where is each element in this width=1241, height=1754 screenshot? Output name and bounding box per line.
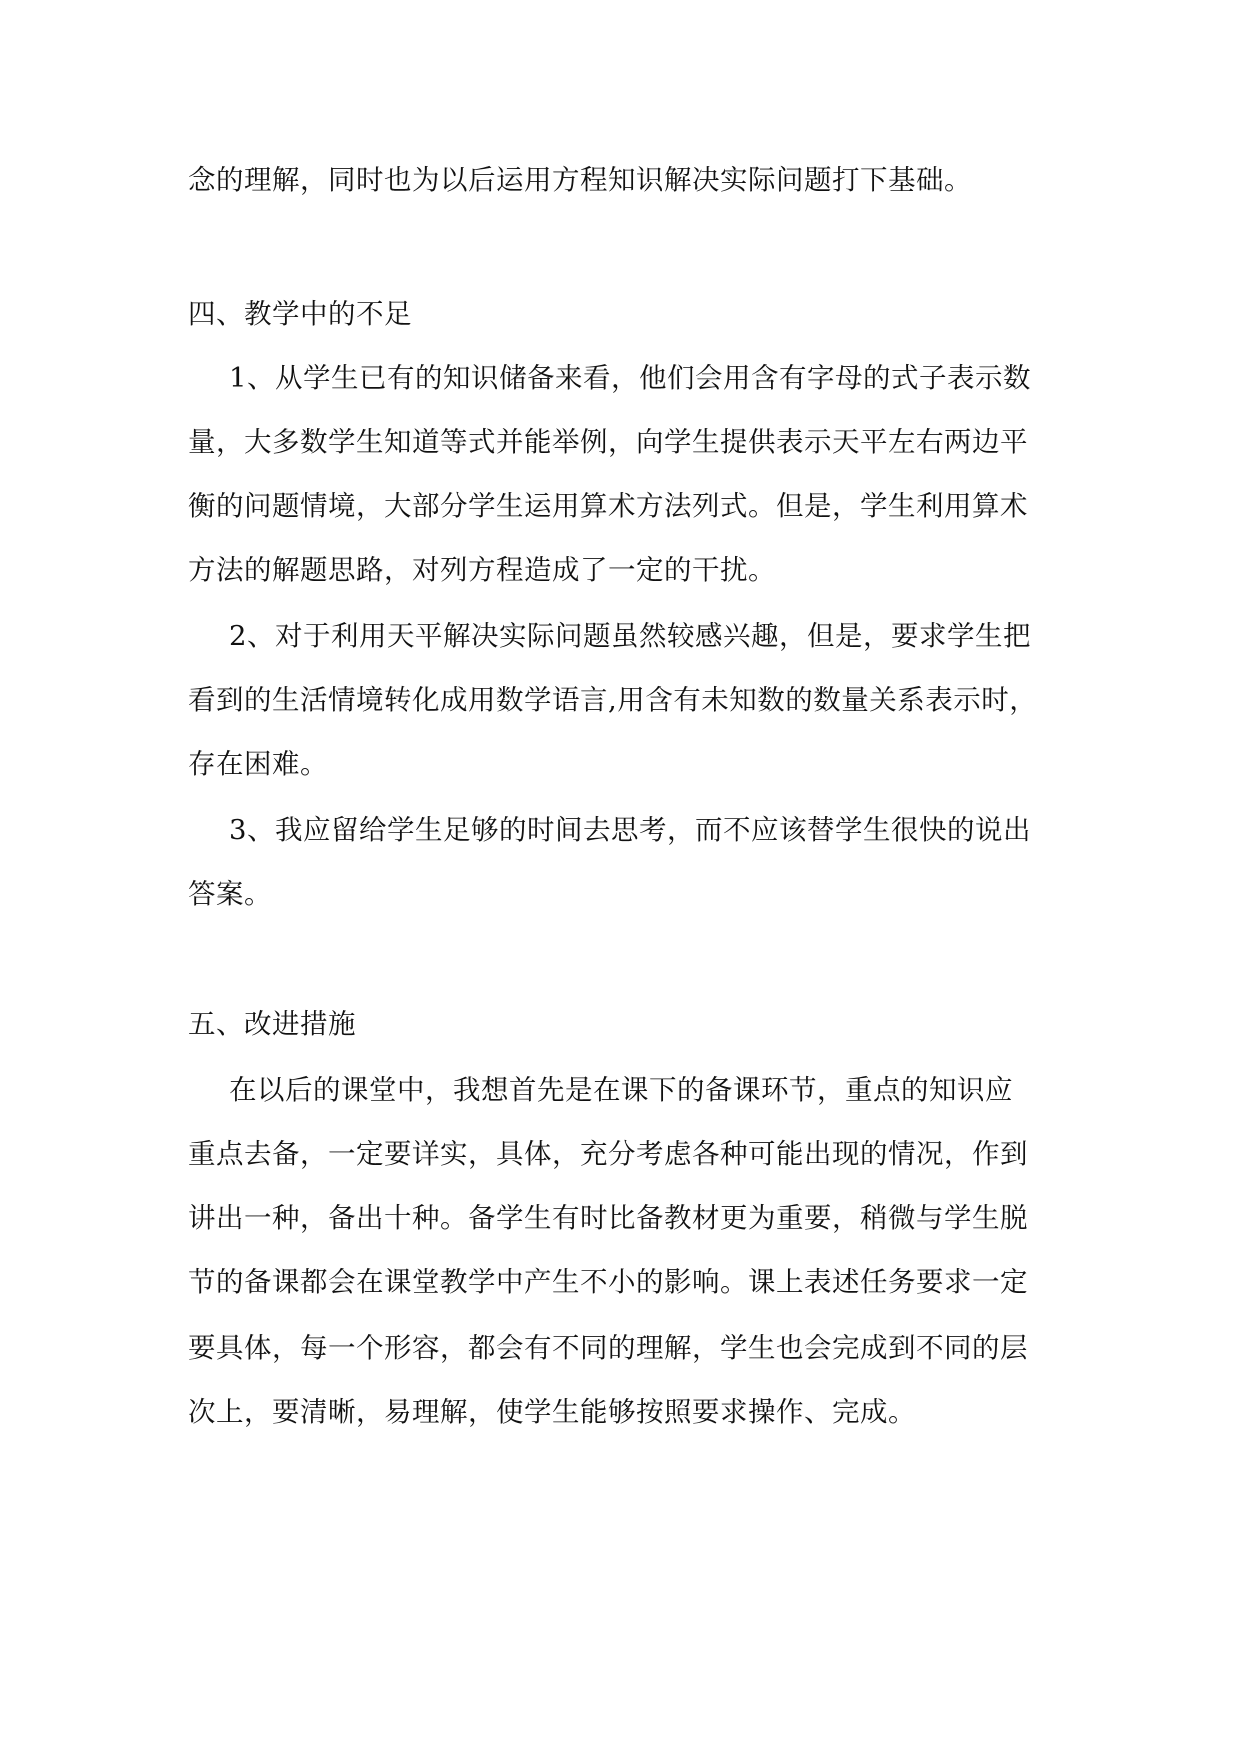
paragraph-line: 要具体，每一个形容，都会有不同的理解，学生也会完成到不同的层 (188, 1332, 1028, 1364)
paragraph-line: 3、我应留给学生足够的时间去思考，而不应该替学生很快的说出 (229, 814, 1031, 846)
section-heading-improvements: 五、改进措施 (188, 1008, 356, 1040)
paragraph-line: 1、从学生已有的知识储备来看，他们会用含有字母的式子表示数 (229, 362, 1031, 394)
paragraph-line: 答案。 (188, 878, 272, 910)
paragraph-line: 次上，要清晰，易理解，使学生能够按照要求操作、完成。 (188, 1396, 916, 1428)
paragraph-line: 量，大多数学生知道等式并能举例，向学生提供表示天平左右两边平 (188, 426, 1028, 458)
paragraph-line: 衡的问题情境，大部分学生运用算术方法列式。但是，学生利用算术 (188, 490, 1028, 522)
paragraph-line: 2、对于利用天平解决实际问题虽然较感兴趣，但是，要求学生把 (229, 620, 1031, 652)
paragraph-line: 重点去备，一定要详实，具体，充分考虑各种可能出现的情况，作到 (188, 1138, 1028, 1170)
paragraph-line: 念的理解，同时也为以后运用方程知识解决实际问题打下基础。 (188, 164, 972, 196)
paragraph-line: 方法的解题思路，对列方程造成了一定的干扰。 (188, 554, 776, 586)
paragraph-line: 存在困难。 (188, 748, 328, 780)
section-heading-shortcomings: 四、教学中的不足 (188, 298, 412, 330)
paragraph-line: 节的备课都会在课堂教学中产生不小的影响。课上表述任务要求一定 (188, 1266, 1028, 1298)
paragraph-line: 看到的生活情境转化成用数学语言,用含有未知数的数量关系表示时， (188, 684, 1038, 716)
paragraph-line: 在以后的课堂中，我想首先是在课下的备课环节，重点的知识应 (229, 1074, 1013, 1106)
paragraph-line: 讲出一种，备出十种。备学生有时比备教材更为重要，稍微与学生脱 (188, 1202, 1028, 1234)
